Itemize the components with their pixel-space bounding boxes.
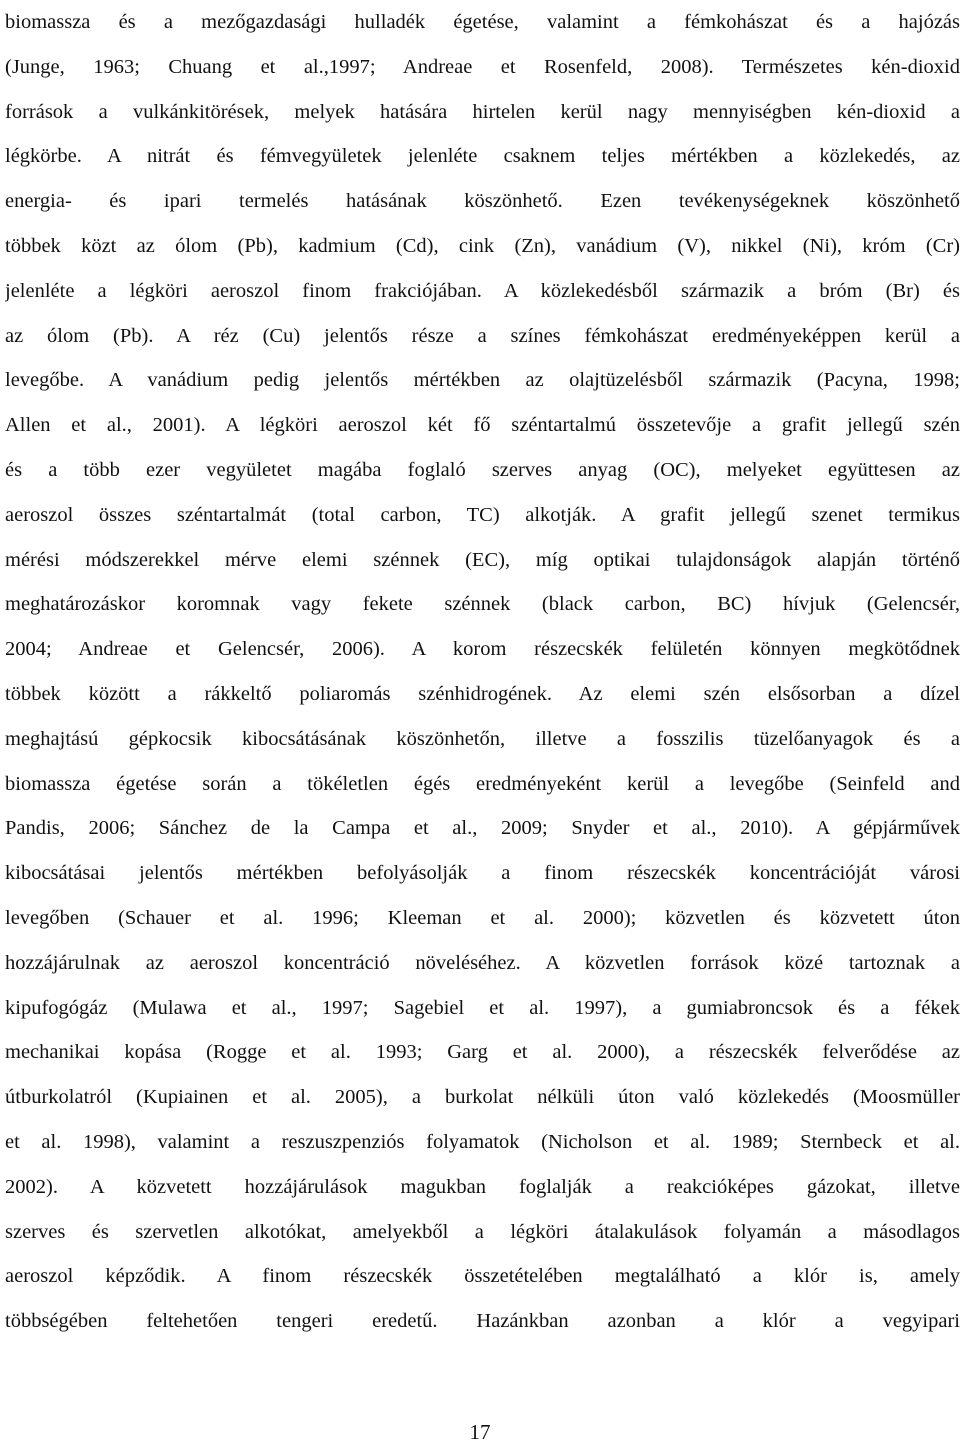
text-line: energia- és ipari termelés hatásának köszönhető. Ezen tevékenységeknek köszönhető <box>5 190 960 213</box>
body-text <box>5 0 960 1344</box>
text-line: légkörbe. A nitrát és fémvegyületek jelenléte csaknem teljes mértékben a közlekedés, az <box>5 145 960 168</box>
text-line: 2002). A közvetett hozzájárulások magukban foglalják a reakcióképes gázokat, illetve <box>5 1175 960 1198</box>
text-line: meghatározáskor koromnak vagy fekete szénnek (black carbon, BC) hívjuk (Gelencsér, <box>5 593 960 616</box>
text-line: az ólom (Pb). A réz (Cu) jelentős része a színes fémkohászat eredményeképpen kerül a <box>5 324 960 347</box>
text-line: hozzájárulnak az aeroszol koncentráció növeléséhez. A közvetlen források közé tartoznak a <box>5 951 960 974</box>
text-line: 2004; Andreae et Gelencsér, 2006). A korom részecskék felületén könnyen megkötődnek <box>5 638 960 661</box>
text-line: kibocsátásai jelentős mértékben befolyásolják a finom részecskék koncentrációját városi <box>5 862 960 885</box>
text-line: többek közt az ólom (Pb), kadmium (Cd), cink (Zn), vanádium (V), nikkel (Ni), króm (Cr) <box>5 234 960 257</box>
text-line: biomassza és a mezőgazdasági hulladék égetése, valamint a fémkohászat és a hajózás <box>5 11 960 33</box>
text-line: és a több ezer vegyületet magába foglaló szerves anyag (OC), melyeket együttesen az <box>5 458 960 481</box>
text-line: levegőben (Schauer et al. 1996; Kleeman et al. 2000); közvetlen és közvetett úton <box>5 906 960 929</box>
text-line: aeroszol képződik. A finom részecskék összetételében megtalálható a klór is, amely <box>5 1265 960 1288</box>
text-line: szerves és szervetlen alkotókat, amelyekből a légköri átalakulások folyamán a másodlagos <box>5 1220 960 1243</box>
page-number: 17 <box>469 1420 491 1444</box>
text-line: Pandis, 2006; Sánchez de la Campa et al., 2009; Snyder et al., 2010). A gépjárművek <box>5 817 960 840</box>
text-line: források a vulkánkitörések, melyek hatására hirtelen kerül nagy mennyiségben kén-dioxid a <box>5 100 960 123</box>
text-line: mechanikai kopása (Rogge et al. 1993; Garg et al. 2000), a részecskék felverődése az <box>5 1041 960 1064</box>
text-line: kipufogógáz (Mulawa et al., 1997; Sagebiel et al. 1997), a gumiabroncsok és a fékek <box>5 996 960 1019</box>
text-line: biomassza égetése során a tökéletlen égés eredményeként kerül a levegőbe (Seinfeld and <box>5 772 960 795</box>
text-line: meghajtású gépkocsik kibocsátásának köszönhetőn, illetve a fosszilis tüzelőanyagok és a <box>5 727 960 750</box>
text-line: jelenléte a légköri aeroszol finom frakciójában. A közlekedésből származik a bróm (Br) és <box>5 279 960 302</box>
text-line: többek között a rákkeltő poliaromás szénhidrogének. Az elemi szén elsősorban a dízel <box>5 682 960 705</box>
text-line: többségében feltehetően tengeri eredetű. Hazánkban azonban a klór a vegyipari <box>5 1310 960 1333</box>
text-line: Allen et al., 2001). A légköri aeroszol két fő széntartalmú összetevője a grafit jellegű szén <box>5 414 960 437</box>
text-line: levegőbe. A vanádium pedig jelentős mértékben az olajtüzelésből származik (Pacyna, 1998; <box>5 369 960 392</box>
text-line: aeroszol összes széntartalmát (total carbon, TC) alkotják. A grafit jellegű szenet termikus <box>5 503 960 526</box>
text-line: (Junge, 1963; Chuang et al.,1997; Andreae et Rosenfeld, 2008). Természetes kén-dioxid <box>5 55 960 78</box>
text-line: útburkolatról (Kupiainen et al. 2005), a burkolat nélküli úton való közlekedés (Moosmüller <box>5 1086 960 1109</box>
text-line: mérési módszerekkel mérve elemi szénnek (EC), míg optikai tulajdonságok alapján történő <box>5 548 960 571</box>
text-line: et al. 1998), valamint a reszuszpenziós folyamatok (Nicholson et al. 1989; Sternbeck et al. <box>5 1130 960 1153</box>
